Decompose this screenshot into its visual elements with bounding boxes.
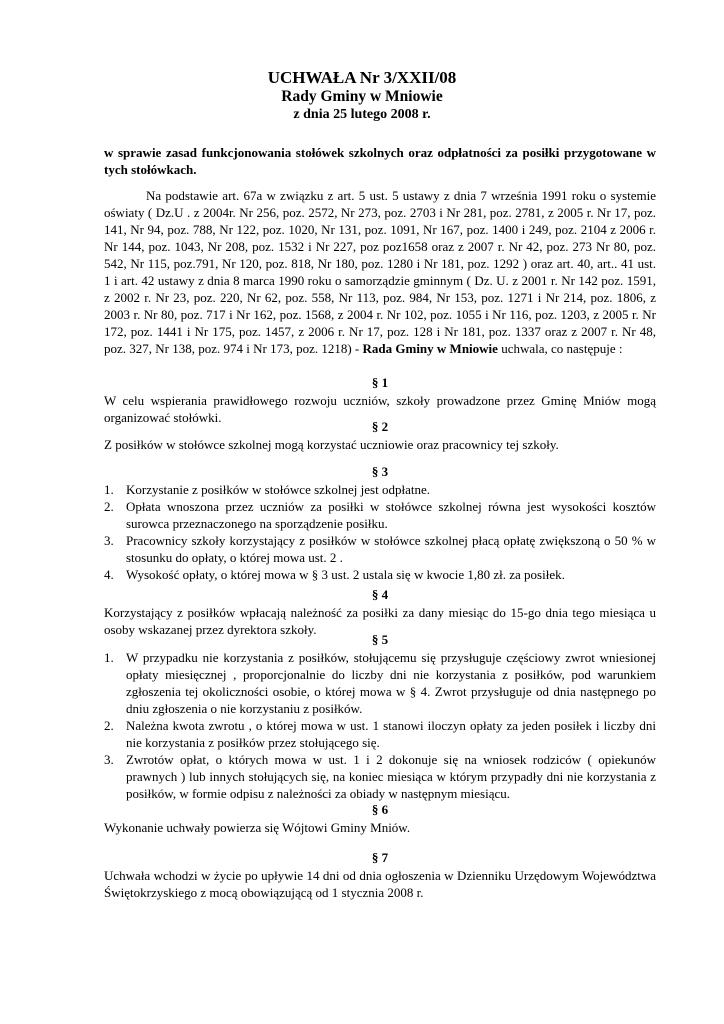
section-heading-3: § 3: [371, 464, 389, 479]
section-text-1: W celu wspierania prawidłowego rozwoju uczniów, szkoły prowadzone przez Gminę Mniów mogą organizować stołówki.: [104, 393, 656, 425]
section-heading-4: § 4: [371, 587, 389, 602]
section-heading-2: § 2: [371, 419, 389, 434]
section-text-4: Korzystający z posiłków wpłacają należność za posiłki za dany miesiąc do 15-go dnia tego miesiąca u osoby wskazanej przez dyrektora szkoły.: [104, 605, 656, 637]
list-item: 1. W przypadku nie korzystania z posiłków, stołującemu się przysługuje częściowy zwrot wniesionej opłaty miesięcznej , proporcjonalnie do liczby dni nie korzystania z posiłków, pod warunkiem zgłoszenia tej okoliczności osobie, o której mowa w § 4. Zwrot przysługuje od dnia następnego po dniu zgłoszenia o nie korzystaniu z posiłków.: [104, 650, 656, 716]
section-list-5: [104, 649, 656, 802]
list-item: 2. Należna kwota zwrotu , o której mowa w ust. 1 stanowi iloczyn opłaty za jeden posiłek i liczby dni nie korzystania z posiłków przez stołującego się.: [104, 718, 656, 750]
section-heading-1: § 1: [371, 375, 389, 390]
document-date: z dnia 25 lutego 2008 r.: [293, 107, 431, 122]
section-text-6: Wykonanie uchwały powierza się Wójtowi Gminy Mniów.: [104, 820, 411, 835]
section-heading-7: § 7: [371, 850, 389, 865]
list-item: 2. Opłata wnoszona przez uczniów za posiłki w stołówce szkolnej równa jest wysokości kosztów surowca przeznaczonego na sporządzenie posiłku.: [104, 499, 656, 531]
document-title: UCHWAŁA Nr 3/XXII/08: [267, 68, 457, 87]
section-heading-5: § 5: [371, 632, 389, 647]
list-item: 3. Zwrotów opłat, o których mowa w ust. 1 i 2 dokonuje się na wniosek rodziców ( opiekunów prawnych ) lub innych stołujących się, na koniec miesiąca w którym przypadły dni nie korzystania z posiłków, w formie odpisu z należności za obiady w następnym miesiącu.: [104, 752, 656, 801]
section-text-7: Uchwała wchodzi w życie po upływie 14 dni od dnia ogłoszenia w Dzienniku Urzędowym Województwa Świętokrzyskiego z mocą obowiązującą od 1 stycznia 2008 r.: [104, 868, 656, 900]
list-item: 4. Wysokość opłaty, o której mowa w § 3 ust. 2 ustala się w kwocie 1,80 zł. za posiłek.: [104, 567, 565, 582]
section-heading-6: § 6: [371, 802, 389, 817]
section-text-2: Z posiłków w stołówce szkolnej mogą korzystać uczniowie oraz pracownicy tej szkoły.: [104, 437, 559, 452]
preamble-text: Na podstawie art. 67a w związku z art. 5 ust. 5 ustawy z dnia 7 września 1991 roku o systemie oświaty ( Dz.U . z 2004r. Nr 256, poz. 2572, Nr 273, poz. 2703 i Nr 281, poz. 2781, z 2005 r. Nr 17, poz. 141, Nr 94, poz. 788, Nr 122, poz. 1020, Nr 131, poz. 1091, Nr 167, poz. 1400 i 249, poz. 2104 z 2006 r. Nr 144, poz. 1043, Nr 208, poz. 1532 i Nr 227, poz poz1658 oraz z 2007 r. Nr 42, poz. 273 Nr 80, poz. 542, Nr 115, poz.791, Nr 120, poz. 818, Nr 180, poz. 1280 i Nr 181, poz. 1292 ) oraz art. 40, art.. 41 ust. 1 i art. 42 ustawy z dnia 8 marca 1990 roku o samorządzie gminnym ( Dz. U. z 2001 r. Nr 142 poz. 1591, z 2002 r. Nr 23, poz. 220, Nr 62, poz. 558, Nr 113, poz. 984, Nr 153, poz. 1271 i Nr 214, poz. 1806, z 2003 r. Nr 80, poz. 717 i Nr 162, poz. 1568, z 2004 r. Nr 102, poz. 1055 i Nr 116, poz. 1203, z 2005 r. Nr 172, poz. 1441 i Nr 175, poz. 1457, z 2006 r. Nr 17, poz. 128 i Nr 181, poz. 1337 oraz z 2007 r. Nr 48, poz. 327, Nr 138, poz. 974 i Nr 173, poz. 1218) -: [104, 188, 656, 356]
document-subject: w sprawie zasad funkcjonowania stołówek szkolnych oraz odpłatności za posiłki przygotowane w tych stołówkach.: [104, 145, 656, 177]
list-item: 1. Korzystanie z posiłków w stołówce szkolnej jest odpłatne.: [104, 482, 430, 497]
list-item: 3. Pracownicy szkoły korzystający z posiłków w stołówce szkolnej płacą opłatę zwiększoną o 50 % w stosunku do opłaty, o której mowa ust. 2 .: [104, 533, 656, 565]
section-list-3: [104, 481, 656, 583]
preamble-council: Rada Gminy w Mniowie: [362, 341, 498, 356]
document-subtitle: Rady Gminy w Mniowie: [281, 88, 443, 105]
preamble-ending: uchwala, co następuje :: [497, 341, 623, 356]
preamble: [104, 187, 656, 357]
